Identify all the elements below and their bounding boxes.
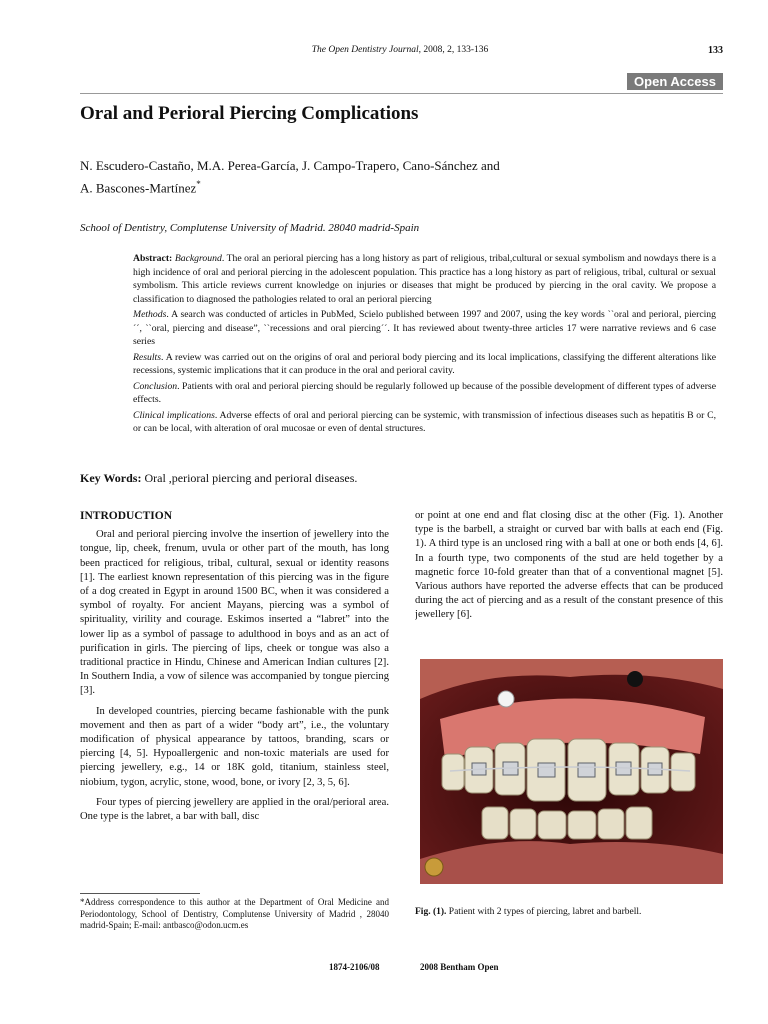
intro-paragraph-4: or point at one end and flat closing disc at the other (Fig. 1). Another type is the barbell, a straight or curved bar with balls at each end (Fig. 1). A third type is an unclosed ring with a ball at one or both ends [4, 6]. In a fourth type, two components of the stud are held together by a magnetic force 10-fold greater than that of a conventional magnet [5]. Various authors have reported the adverse effects that can be produced during the act of piercing and as a result of the constant presence of this jewellery [6]. bbox=[415, 510, 723, 621]
section-heading-introduction: INTRODUCTION bbox=[80, 510, 173, 522]
corresponding-mark: * bbox=[196, 179, 201, 189]
page-number: 133 bbox=[708, 45, 723, 56]
abstract-clinical: Clinical implications. Adverse effects of oral and perioral piercing can be systemic, with transmission of infectious diseases such as hepatitis B or C, or can be local, with alteration of oral mucosae or even of dental structures. bbox=[133, 409, 716, 434]
keywords: Key Words: Oral ,perioral piercing and perioral diseases. bbox=[80, 471, 358, 485]
lower-lip bbox=[420, 841, 723, 884]
abstract-methods: Methods. A search was conducted of articles in PubMed, Scielo published between 1997 and 2007, using the key words ``oral and perioral, piercing ´´, ``oral, piercing and disease”, ``recessions and oral piercing´´. It has reviewed about twenty-three articles 17 were narrative reviews and 6 case series bbox=[133, 309, 716, 347]
affiliation: School of Dentistry, Complutense University of Madrid. 28040 madrid-Spain bbox=[80, 222, 420, 234]
authors-line-1: N. Escudero-Castaño, M.A. Perea-García, J. Campo-Trapero, Cano-Sánchez and bbox=[80, 158, 500, 173]
running-head bbox=[300, 45, 500, 55]
abstract-conclusion: Conclusion. Patients with oral and perioral piercing should be regularly followed up because of the possible development of different types of adverse effects. bbox=[133, 380, 716, 405]
figure-photo bbox=[420, 659, 723, 884]
black-barbell-ball bbox=[627, 671, 643, 687]
issn: 1874-2106/08 bbox=[329, 962, 380, 972]
footnote-rule bbox=[80, 893, 200, 894]
abstract-label: Abstract: bbox=[133, 253, 173, 264]
publisher: 2008 Bentham Open bbox=[420, 962, 499, 972]
author-list bbox=[80, 156, 723, 197]
journal-name: The Open Dentistry Journal bbox=[311, 45, 419, 55]
abstract-background: Abstract: Background. The oral an perioral piercing has a long history as part of religious, tribal,cultural or sexual symbolism and nowdays there is a high incidence of oral and perioral piercing in the adolescent population. This practice has a long history as part of religious, tribal, cultural or sexual symbolism. This article reviews current knowledge on injuries or diseases that might be produced by piercing in the oral cavity. We propose a classification to diagnosed the pathologies related to oral an perioral piercing bbox=[133, 253, 717, 305]
keywords-label: Key Words: bbox=[80, 471, 142, 485]
figure-label: Fig. (1). bbox=[415, 907, 447, 917]
authors-line-2: A. Bascones-Martínez* bbox=[80, 179, 201, 196]
gold-piercing-ball bbox=[425, 858, 443, 876]
article-title: Oral and Perioral Piercing Complications bbox=[80, 103, 419, 124]
intro-paragraph-1: Oral and perioral piercing involve the insertion of jewellery into the tongue, lip, cheek, frenum, uvula or other part of the mouth, has long been practiced for religious, tribal, cultural, sexual or identity reasons [1]. The earliest known representation of this piercing was in the figure of a dog created in Egypt in around 1500 BC, when it was considered a symbol of royalty. For ancient Mayans, piercing was a symbol of spirituality, virility and courage. Eskimos inserted a “labret” into the lower lip as a symbol of passage to adulthood in boys and as an act of purification in girls. The piercing of lips, cheek or tongue was also a traditional practice in Hindu, Chinese and American Indian cultures [2]. In Southern India, a vow of silence was accompanied by tongue piercing [3]. bbox=[80, 529, 389, 697]
white-labret-ball bbox=[498, 691, 514, 707]
open-access-badge: Open Access bbox=[627, 73, 723, 90]
figure-caption: Fig. (1). Patient with 2 types of piercing, labret and barbell. bbox=[415, 907, 642, 917]
intro-paragraph-3: Four types of piercing jewellery are applied in the oral/perioral area. One type is the labret, a bar with ball, disc bbox=[80, 796, 389, 823]
header-rule bbox=[80, 93, 723, 94]
column-right bbox=[415, 509, 723, 649]
correspondence-footnote: *Address correspondence to this author at the Department of Oral Medicine and Periodontology, School of Dentistry, Complutense University of Madrid , 28040 madrid-Spain; E-mail: antbasco@odon.ucm.es bbox=[80, 897, 389, 930]
abstract-results: Results. A review was carried out on the origins of oral and perioral body piercing and its local implications, classifying the different alterations like recessions, systemic implications that it can produce in the oral and perioral cavity. bbox=[133, 351, 716, 376]
citation: , 2008, 2, 133-136 bbox=[418, 45, 489, 55]
mouth-photo-illustration bbox=[420, 659, 723, 884]
column-left bbox=[80, 509, 389, 883]
abstract bbox=[133, 252, 716, 438]
intro-paragraph-2: In developed countries, piercing became fashionable with the punk movement and then as part of a wider “body art”, i.e., the voluntary modification of physical appearance by tattoos, branding, scars or piercing [4, 5]. Hypoallergenic and non-toxic materials are used for piercing jewellery, e.g., 14 or 18K gold, titanium, stainless steel, niobium, tygon, acrylic, stone, wood, bone, or ivory [2, 3, 5, 6]. bbox=[80, 705, 389, 788]
